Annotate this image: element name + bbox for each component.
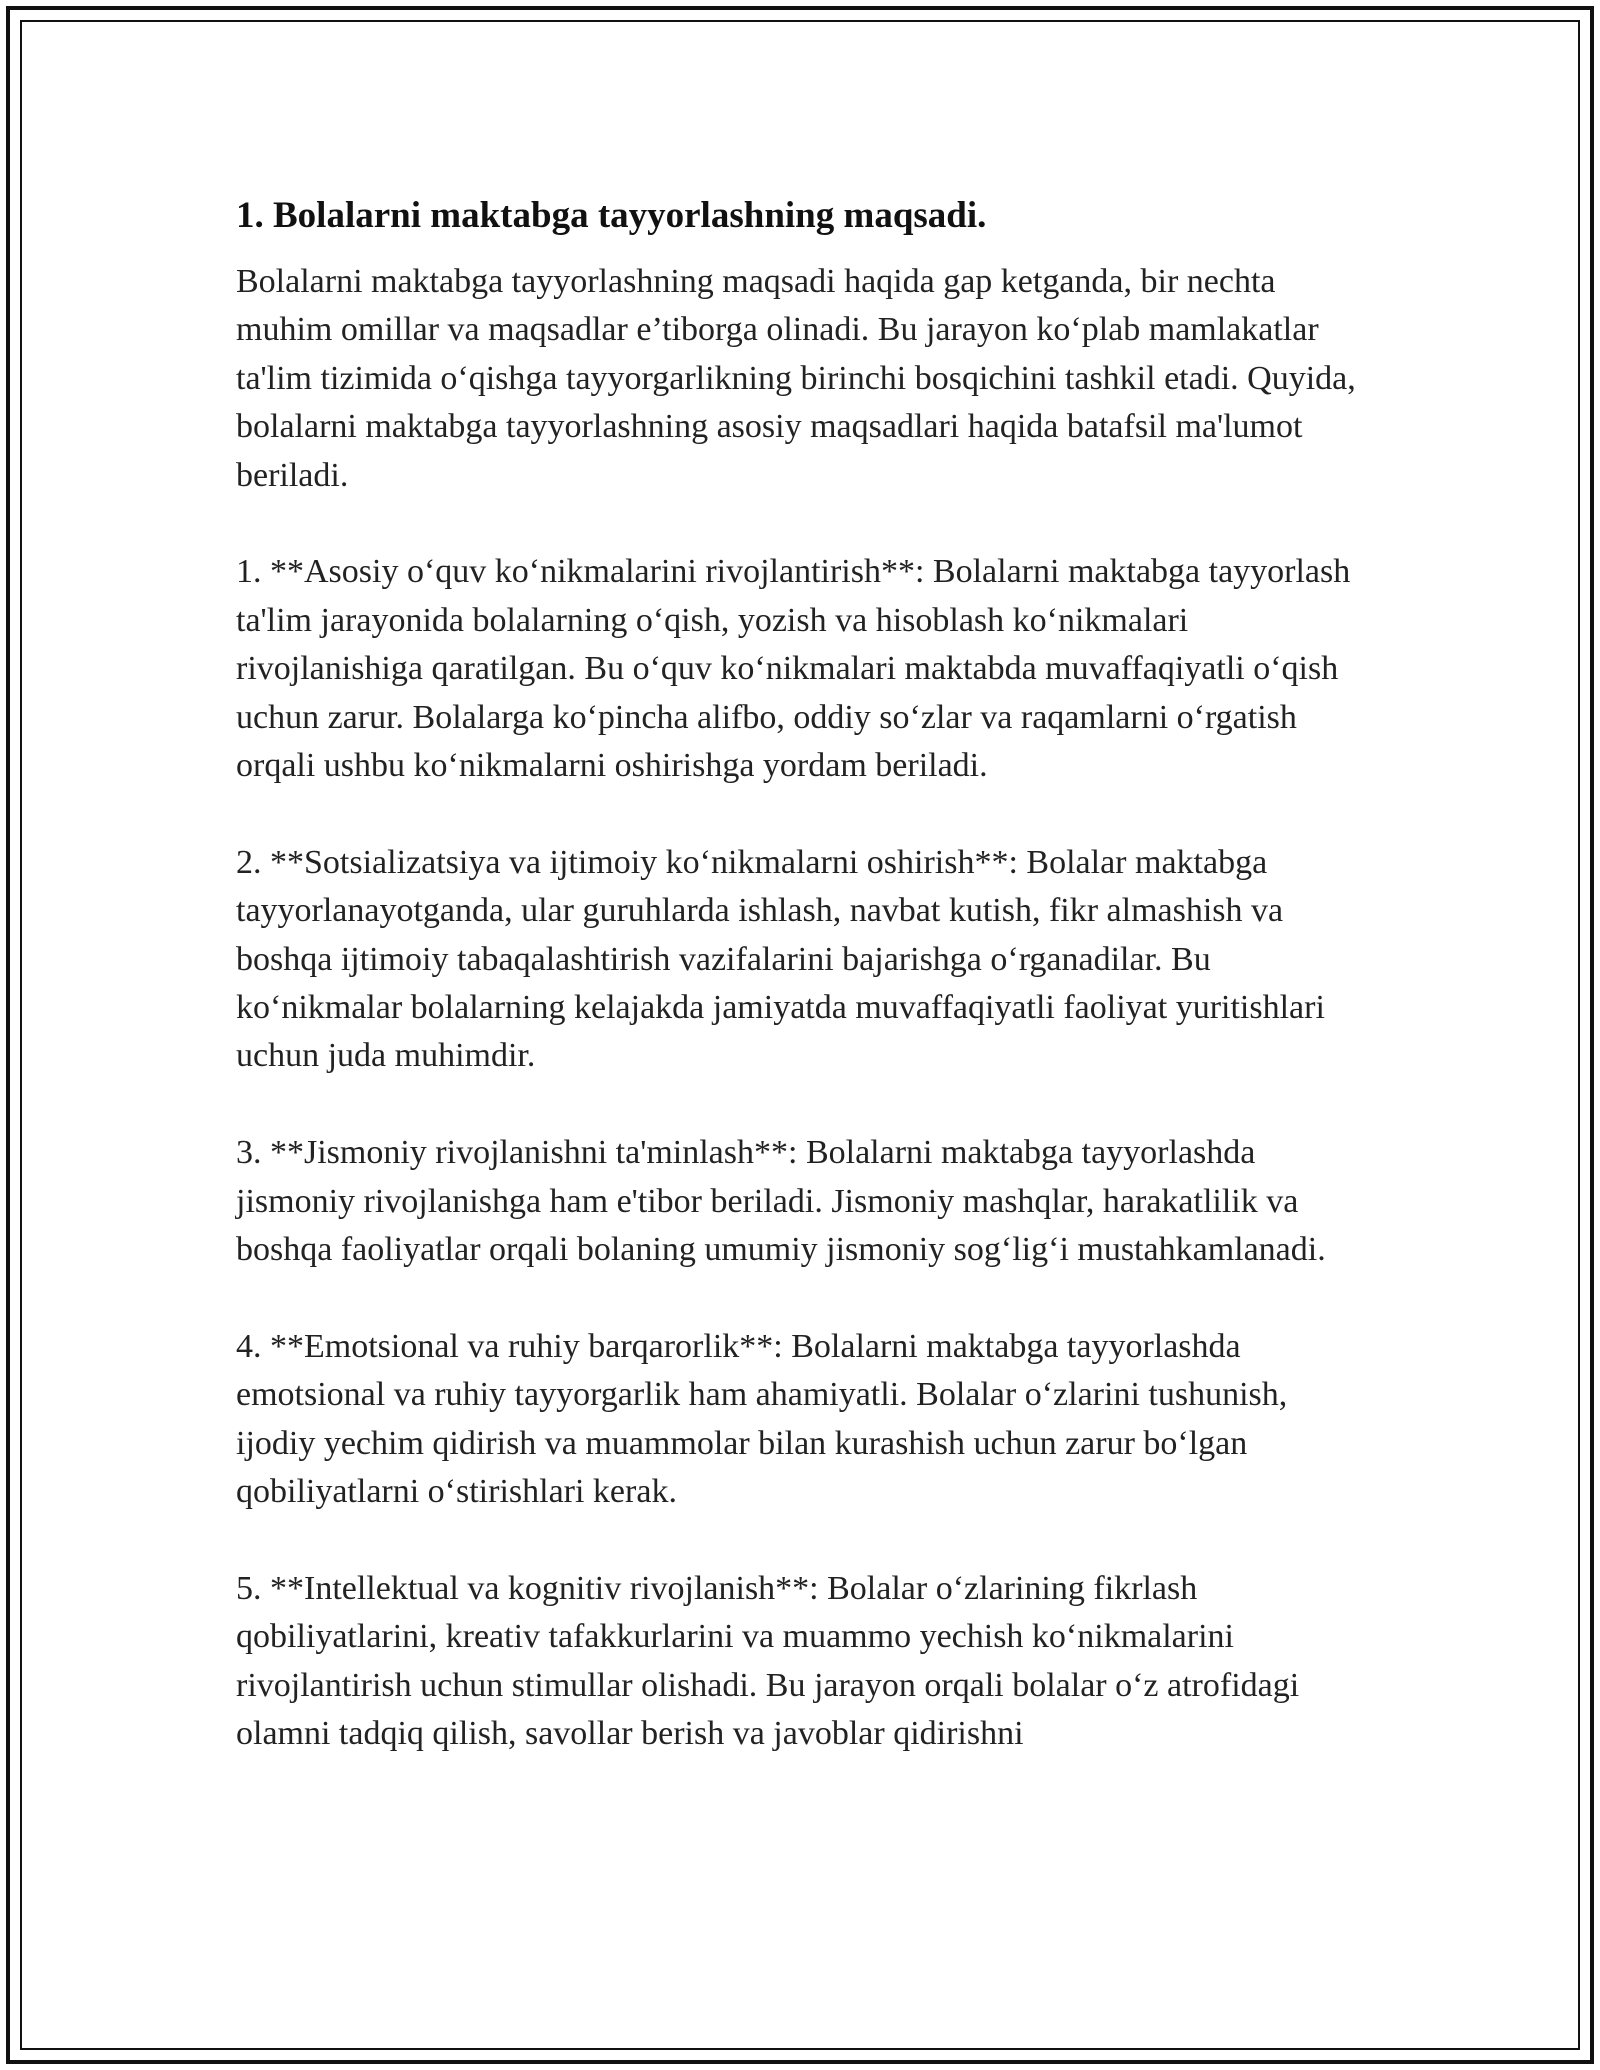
list-item-2-paragraph: 2. **Sotsializatsiya va ijtimoiy ko‘nikmalarni oshirish**: Bolalar maktabga tayyorlanayotganda, ular guruhlarda ishlash, navbat kutish, fikr almashish va boshqa ijtimoiy tabaqalashtirish vazifalarini bajarishga o‘rganadilar. Bu ko‘nikmalar bolalarning kelajakda jamiyatda muvaffaqiyatli faoliyat yuritishlari uchun juda muhimdir. (236, 843, 1325, 1075)
list-item-3-paragraph: 3. **Jismoniy rivojlanishni ta'minlash**: Bolalarni maktabga tayyorlashda jismoniy rivojlanishga ham e'tibor beriladi. Jismoniy mashqlar, harakatlilik va boshqa faoliyatlar orqali bolaning umumiy jismoniy sog‘lig‘i mustahkamlanadi. (236, 1134, 1326, 1269)
list-item-5-paragraph: 5. **Intellektual va kognitiv rivojlanish**: Bolalar o‘zlarining fikrlash qobiliyatlarini, kreativ tafakkurlarini va muammo yechish ko‘nikmalarini rivojlantirish uchun stimullar olishadi. Bu jarayon orqali bolalar o‘z atrofidagi olamni tadqiq qilish, savollar berish va javoblar qidirishni (236, 1569, 1300, 1753)
intro-paragraph: Bolalarni maktabga tayyorlashning maqsadi haqida gap ketganda, bir nechta muhim omillar va maqsadlar e’tiborga olinadi. Bu jarayon ko‘plab mamlakatlar ta'lim tizimida o‘qishga tayyorgarlikning birinchi bosqichini tashkil etadi. Quyida, bolalarni maktabga tayyorlashning asosiy maqsadlari haqida batafsil ma'lumot beriladi. (236, 263, 1356, 494)
list-item-4-paragraph: 4. **Emotsional va ruhiy barqarorlik**: Bolalarni maktabga tayyorlashda emotsional va ruhiy tayyorgarlik ham ahamiyatli. Bolalar o‘zlarini tushunish, ijodiy yechim qidirish va muammolar bilan kurashish uchun zarur bo‘lgan qobiliyatlarni o‘stirishlari kerak. (236, 1327, 1288, 1511)
document-body (236, 188, 1372, 1759)
section-heading: 1. Bolalarni maktabga tayyorlashning maqsadi. (236, 195, 987, 236)
list-item-1-paragraph: 1. **Asosiy o‘quv ko‘nikmalarini rivojlantirish**: Bolalarni maktabga tayyorlash ta'lim jarayonida bolalarning o‘qish, yozish va hisoblash ko‘nikmalari rivojlanishiga qaratilgan. Bu o‘quv ko‘nikmalari maktabda muvaffaqiyatli o‘qish uchun zarur. Bolalarga ko‘pincha alifbo, oddiy so‘zlar va raqamlarni o‘rgatish orqali ushbu ko‘nikmalarni oshirishga yordam beriladi. (236, 553, 1351, 785)
